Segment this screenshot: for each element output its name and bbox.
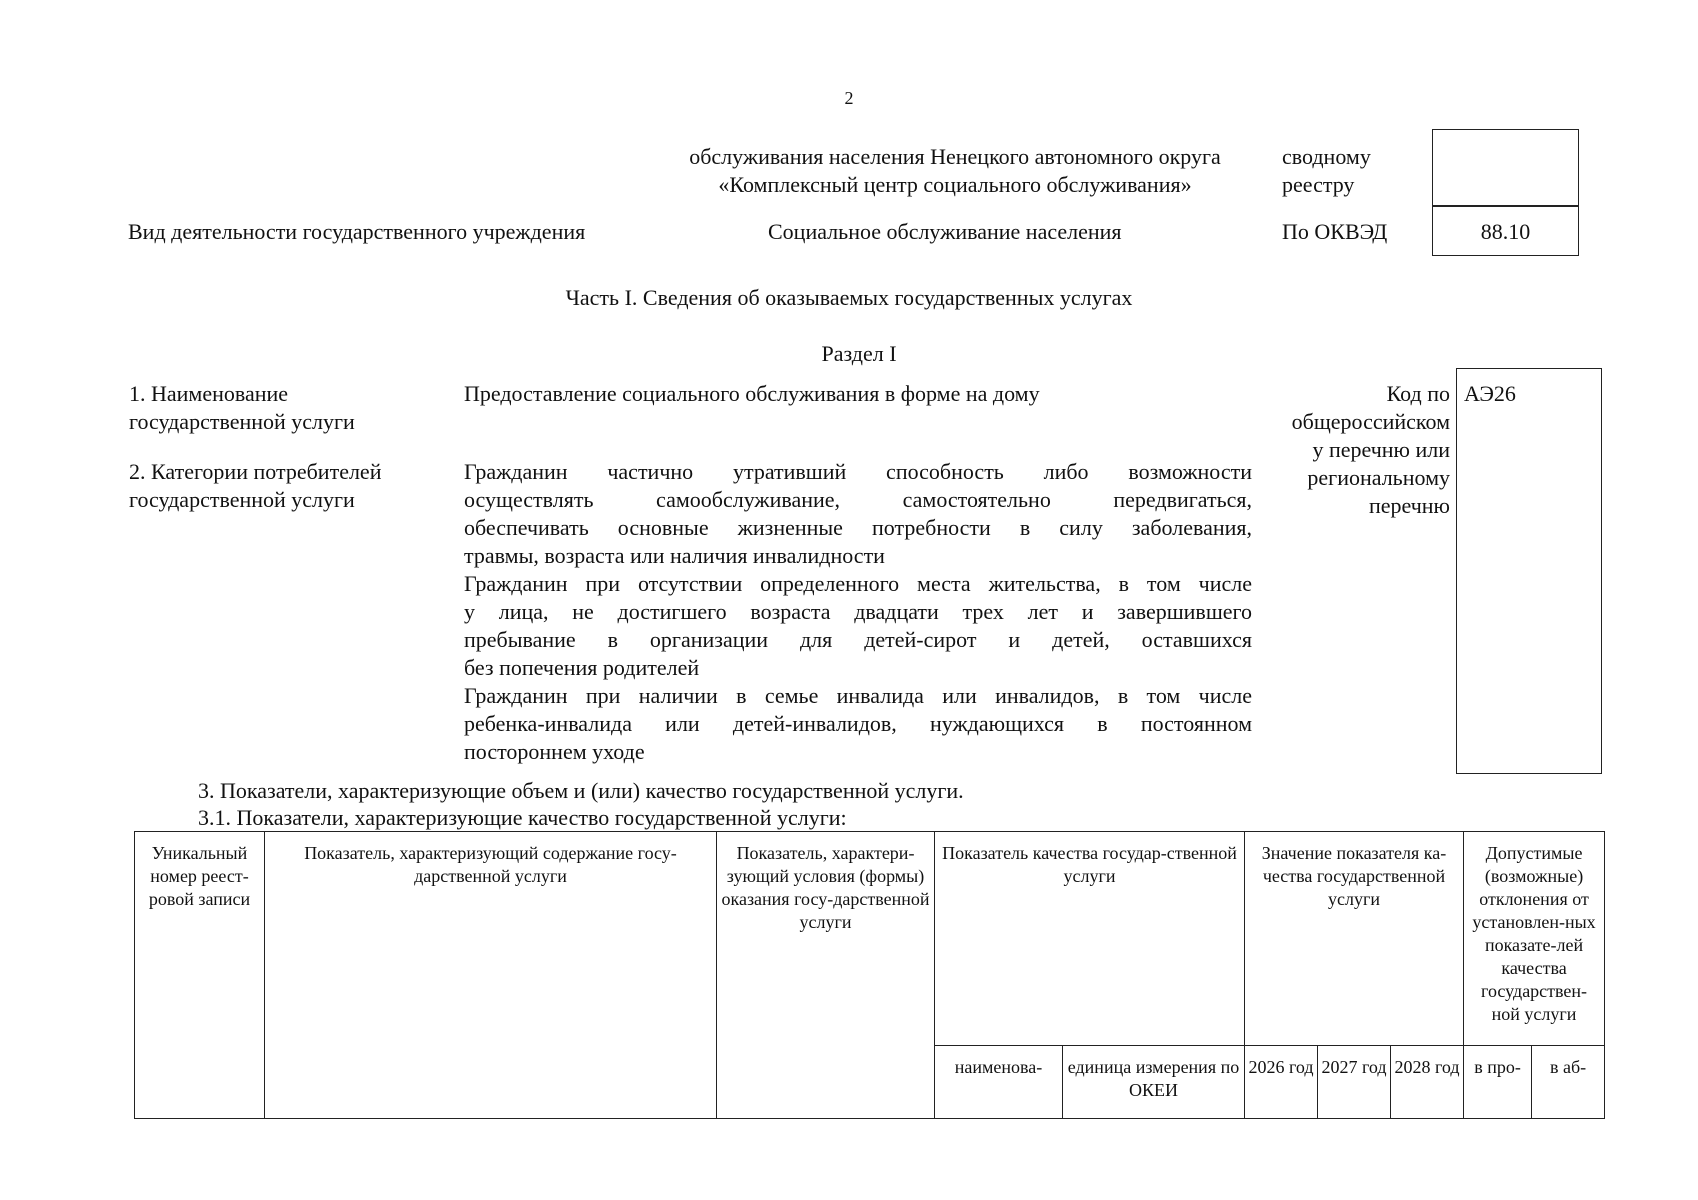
service-name-value: Предоставление социального обслуживания в форме на дому xyxy=(464,381,1040,406)
service-name-label: 1. Наименование государственной услуги xyxy=(129,381,355,434)
col-conditions-indicator: Показатель, характери-зующий условия (формы) оказания госу-дарственной услуги xyxy=(717,832,935,1119)
sub-indicator-name: наименова- xyxy=(935,1046,1063,1119)
org-name-line2: «Комплексный центр социального обслуживания» xyxy=(718,172,1192,197)
section-title: Раздел I xyxy=(821,341,897,366)
indicators-title: 3. Показатели, характеризующие объем и (или) качество государственной услуги. xyxy=(198,778,964,803)
org-name-line1: обслуживания населения Ненецкого автономного округа xyxy=(689,144,1221,169)
col-indicator-value: Значение показателя ка-чества государственной услуги xyxy=(1245,832,1464,1046)
service-code: АЭ26 xyxy=(1464,381,1516,406)
sub-year-2026: 2026 год xyxy=(1245,1046,1318,1119)
sub-year-2027: 2027 год xyxy=(1318,1046,1391,1119)
quality-indicators-table xyxy=(134,831,1605,1119)
page-number: 2 xyxy=(844,88,854,108)
col-unique-number: Уникальный номер реест-ровой записи xyxy=(135,832,265,1119)
registry-box-divider xyxy=(1432,205,1579,207)
col-content-indicator: Показатель, характеризующий содержание госу-дарственной услуги xyxy=(265,832,717,1119)
part-title: Часть I. Сведения об оказываемых государственных услугах xyxy=(565,285,1133,310)
consumer-category: Гражданин при отсутствии определенного места жительства, в том числе у лица, не достигшего возраста двадцати трех лет и завершившего пребывание в организации для детей-сирот и детей, оставшихся без попечения родителей xyxy=(464,571,1252,680)
consumers-list xyxy=(464,458,1252,766)
consumer-category: Гражданин при наличии в семье инвалида или инвалидов, в том числе ребенка-инвалида или детей-инвалидов, нуждающихся в постоянном постороннем уходе xyxy=(464,683,1252,764)
sub-year-2028: 2028 год xyxy=(1391,1046,1464,1119)
activity-value: Социальное обслуживание населения xyxy=(768,219,1122,244)
sub-deviation-absolute: в аб- xyxy=(1532,1046,1605,1119)
quality-indicators-title: 3.1. Показатели, характеризующие качество государственной услуги: xyxy=(198,805,847,830)
code-label: Код по общероссийском у перечню или региональному перечню xyxy=(1291,381,1450,518)
code-box xyxy=(1456,368,1602,774)
sub-unit-okei: единица измерения по ОКЕИ xyxy=(1063,1046,1245,1119)
col-quality-indicator: Показатель качества государ-ственной услуги xyxy=(935,832,1245,1046)
okved-code: 88.10 xyxy=(1480,219,1531,244)
org-name xyxy=(640,143,1270,199)
okved-label: По ОКВЭД xyxy=(1282,219,1388,244)
col-allowed-deviation: Допустимые (возможные) отклонения от установлен-ных показате-лей качества государствен-ной услуги xyxy=(1464,832,1605,1046)
sub-deviation-percent: в про- xyxy=(1464,1046,1532,1119)
registry-label: сводному реестру xyxy=(1282,144,1371,197)
activity-label: Вид деятельности государственного учреждения xyxy=(128,219,586,244)
consumer-category: Гражданин частично утративший способность либо возможности осуществлять самообслуживание, самостоятельно передвигаться, обеспечивать основные жизненные потребности в силу заболевания, травмы, возраста или наличия инвалидности xyxy=(464,459,1252,568)
consumers-label: 2. Категории потребителей государственной услуги xyxy=(129,459,382,512)
